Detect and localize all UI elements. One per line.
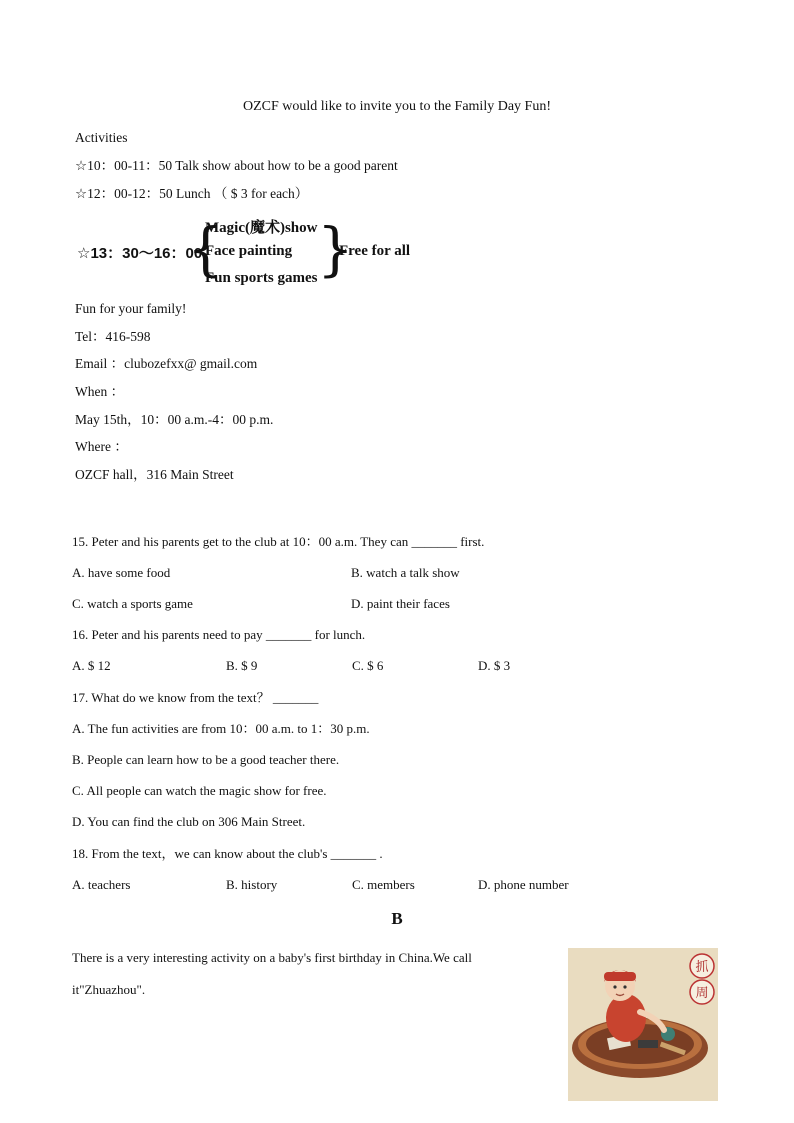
when-label: When ：	[75, 384, 125, 399]
question-18-option-c[interactable]: C. members	[352, 877, 415, 892]
baby-illustration-icon	[568, 948, 718, 1101]
question-15-stem: 15. Peter and his parents get to the club at 10：00 a.m. They can _______ first.	[72, 534, 485, 549]
afternoon-item-sports: Fun sports games	[205, 270, 318, 286]
question-17-option-c[interactable]: C. All people can watch the magic show for free.	[72, 783, 327, 798]
section-b-heading: B	[391, 909, 403, 928]
section-b-text-line1: There is a very interesting activity on a baby's first birthday in China.We call	[72, 950, 472, 965]
question-16-stem: 16. Peter and his parents need to pay _______ for lunch.	[72, 627, 366, 642]
question-15-option-a[interactable]: A. have some food	[72, 565, 171, 580]
fun-line: Fun for your family!	[75, 301, 187, 316]
question-16-option-b[interactable]: B. $ 9	[226, 658, 258, 673]
schedule-morning: ☆10：00-11：50 Talk show about how to be a good parent	[75, 158, 398, 173]
afternoon-time: ☆13：30～16：00	[77, 245, 203, 262]
seal-char-zhou: 周	[695, 986, 709, 1001]
when-value: May 15th，10：00 a.m.-4：00 p.m.	[75, 412, 274, 427]
schedule-lunch: ☆12：00-12：50 Lunch （ $ 3 for each）	[75, 186, 309, 201]
zhuazhou-illustration	[568, 948, 718, 1101]
afternoon-note: Free for all	[339, 243, 411, 259]
seal-char-zhua: 抓	[695, 960, 709, 975]
where-value: OZCF hall，316 Main Street	[75, 467, 234, 482]
afternoon-schedule	[77, 214, 417, 290]
question-18-option-a[interactable]: A. teachers	[72, 877, 131, 892]
question-17-option-a[interactable]: A. The fun activities are from 10：00 a.m. to 1：30 p.m.	[72, 721, 370, 736]
left-brace-icon: {	[187, 215, 224, 283]
question-18-stem: 18. From the text，we can know about the club's _______ .	[72, 846, 383, 861]
activities-label: Activities	[75, 130, 128, 145]
question-15-option-b[interactable]: B. watch a talk show	[351, 565, 460, 580]
question-18-option-d[interactable]: D. phone number	[478, 877, 569, 892]
question-17-option-b[interactable]: B. People can learn how to be a good teacher there.	[72, 752, 340, 767]
question-16-option-d[interactable]: D. $ 3	[478, 658, 511, 673]
question-16-option-a[interactable]: A. $ 12	[72, 658, 111, 673]
section-b-text-line2: it"Zhuazhou".	[72, 982, 146, 997]
notice-title: OZCF would like to invite you to the Family Day Fun!	[243, 99, 551, 114]
question-15-option-d[interactable]: D. paint their faces	[351, 596, 450, 611]
question-15-option-c[interactable]: C. watch a sports game	[72, 596, 193, 611]
question-18-option-b[interactable]: B. history	[226, 877, 278, 892]
afternoon-item-face-painting: Face painting	[205, 243, 293, 259]
afternoon-item-magic: Magic(魔术)show	[205, 220, 318, 236]
where-label: Where ：	[75, 439, 128, 454]
tel-line: Tel：416-598	[75, 329, 151, 344]
right-brace-icon: }	[317, 215, 354, 283]
question-17-stem: 17. What do we know from the text？ _______	[72, 690, 319, 705]
question-17-option-d[interactable]: D. You can find the club on 306 Main Street.	[72, 814, 306, 829]
question-16-option-c[interactable]: C. $ 6	[352, 658, 384, 673]
email-line: Email ：clubozefxx@ gmail.com	[75, 356, 258, 371]
